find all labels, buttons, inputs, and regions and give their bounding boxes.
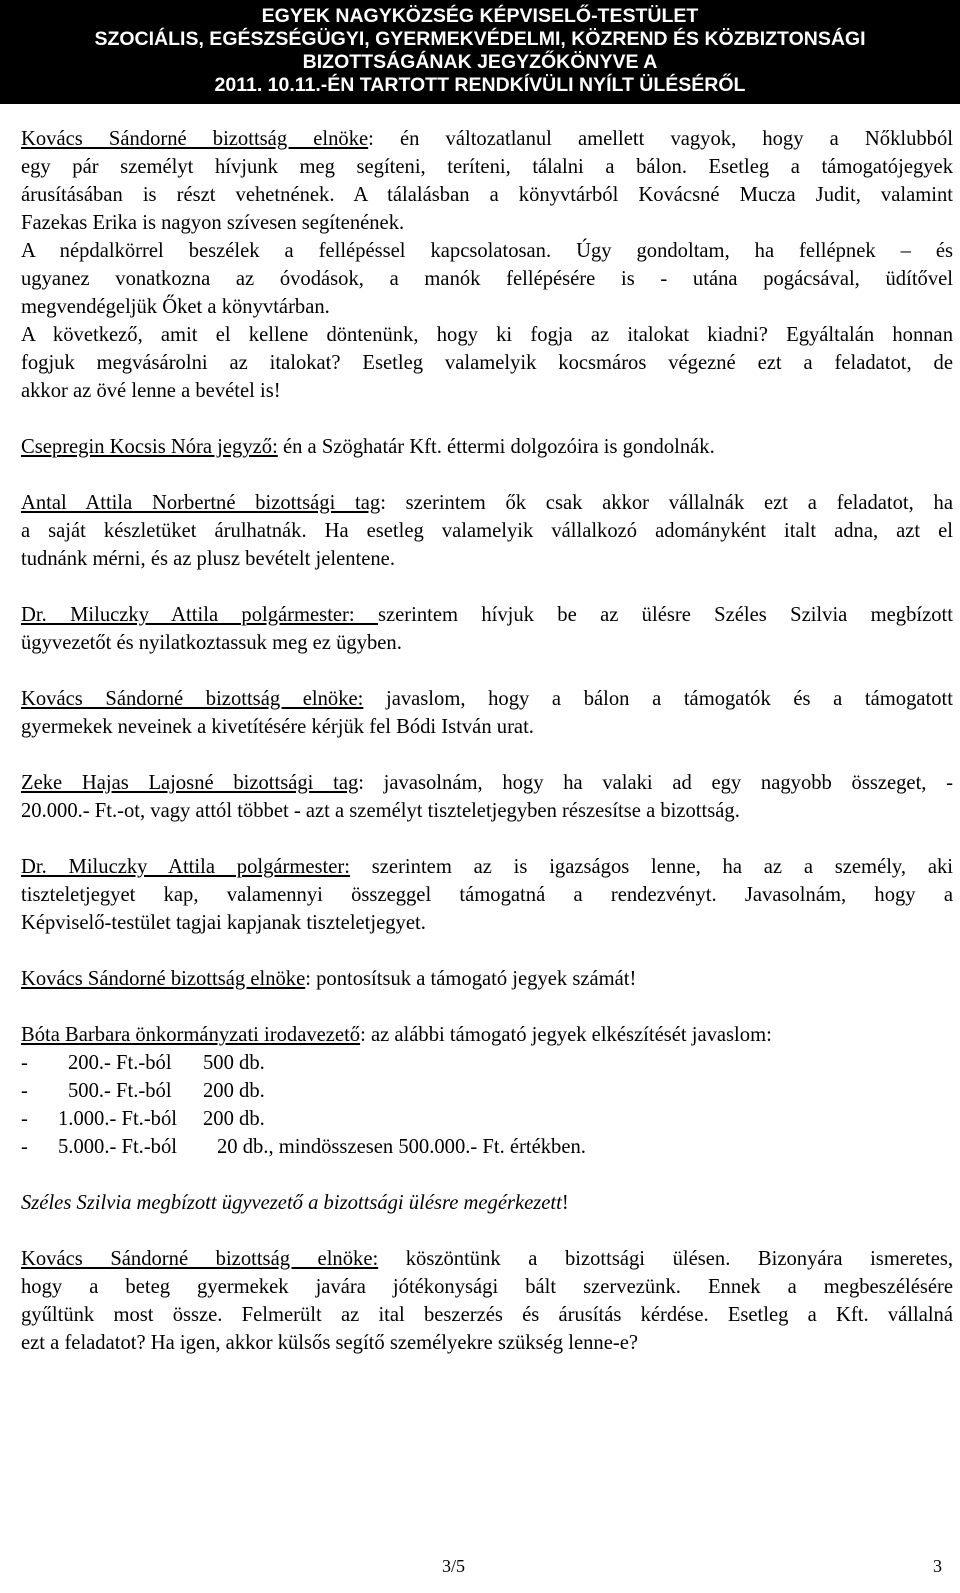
p7-line-3: Képviselő-testület tagjai kapjanak tiszteletjegyet. <box>21 912 426 934</box>
p4-line-1: Dr. Miluczky Attila polgármester: szerintem hívjuk be az ülésre Széles Szilvia megbízott <box>21 604 953 626</box>
p11-line-4: ezt a feladatot? Ha igen, akkor külsős segítő személyekre szükség lenne-e? <box>21 1332 638 1354</box>
p7-line-2: tiszteletjegyet kap, valamennyi összeggel támogatná a rendezvényt. Javasolnám, hogy a <box>21 884 953 906</box>
list-item: - 200.- Ft.-ból 500 db. <box>21 1052 265 1074</box>
p11-line-3: gyűltünk most össze. Felmerült az ital beszerzés és árusítás kérdése. Esetleg a Kft. vállalná <box>21 1304 953 1326</box>
speaker-name: Kovács Sándorné bizottság elnöke: <box>21 688 364 710</box>
p7-line-1: Dr. Miluczky Attila polgármester: szerintem az is igazságos lenne, ha az a személy, aki <box>21 856 953 878</box>
page-indicator: 3/5 <box>442 1556 466 1576</box>
p1-line-8: A következő, amit el kellene döntenünk, hogy ki fogja az italokat kiadni? Egyáltalán honnan <box>21 324 953 346</box>
p1-line-1: Kovács Sándorné bizottság elnöke: én változatlanul amellett vagyok, hogy a Nőklubból <box>21 128 953 150</box>
p1-line-2: egy pár személyt hívjunk meg segíteni, teríteni, tálalni a bálon. Esetleg a támogatójegyek <box>21 156 953 178</box>
speaker-name: Antal Attila Norbertné bizottsági tag <box>21 492 381 514</box>
p3-line-1: Antal Attila Norbertné bizottsági tag: szerintem ők csak akkor vállalnák ezt a feladatot, ha <box>21 492 953 514</box>
p9-line-1: Bóta Barbara önkormányzati irodavezető: az alábbi támogató jegyek elkészítését javaslom: <box>21 1024 772 1046</box>
page-number: 3 <box>933 1556 942 1576</box>
header-line-3: BIZOTTSÁGÁNAK JEGYZŐKÖNYVE A <box>302 51 658 73</box>
p11-line-1: Kovács Sándorné bizottság elnöke: köszöntünk a bizottsági ülésen. Bizonyára ismeretes, <box>21 1248 953 1270</box>
p1-line-6: ugyanez vonatkozna az óvodások, a manók fellépésére is - utána pogácsával, üdítővel <box>21 268 953 290</box>
header-line-4: 2011. 10.11.-ÉN TARTOTT RENDKÍVÜLI NYÍLT ÜLÉSÉRŐL <box>214 74 746 96</box>
list-item: - 1.000.- Ft.-ból 200 db. <box>21 1108 265 1130</box>
p1-line-4: Fazekas Erika is nagyon szívesen segítenének. <box>21 212 405 234</box>
speaker-name: Zeke Hajas Lajosné bizottsági tag <box>21 772 359 794</box>
p1-line-3: árusításában is részt vehetnének. A tálalásban a könyvtárból Kovácsné Mucza Judit, valamint <box>21 184 953 206</box>
p3-line-3: tudnánk mérni, és az plusz bevételt jelentene. <box>21 548 395 570</box>
p5-line-1: Kovács Sándorné bizottság elnöke: javaslom, hogy a bálon a támogatók és a támogatott <box>21 688 953 710</box>
p1-line-9: fogjuk megvásárolni az italokat? Esetleg valamelyik kocsmáros végezné ezt a feladatot, de <box>21 352 953 374</box>
speaker-name: Kovács Sándorné bizottság elnöke: <box>21 1248 379 1270</box>
p5-line-2: gyermekek neveinek a kivetítésére kérjük fel Bódi István urat. <box>21 716 534 738</box>
p4-line-2: ügyvezetőt és nyilatkoztassuk meg ez ügyben. <box>21 632 402 654</box>
p8-line-1: Kovács Sándorné bizottság elnöke: pontosítsuk a támogató jegyek számát! <box>21 968 637 990</box>
p3-line-2: a saját készletüket árulhatnák. Ha esetleg valamelyik vállalkozó adományként italt adna, azt el <box>21 520 953 542</box>
speaker-name: Dr. Miluczky Attila polgármester: <box>21 856 350 878</box>
speaker-name: Kovács Sándorné bizottság elnöke <box>21 128 369 150</box>
p1-line-7: megvendégeljük Őket a könyvtárban. <box>21 296 330 318</box>
p11-line-2: hogy a beteg gyermekek javára jótékonysági bált szervezünk. Ennek a megbeszélésére <box>21 1276 953 1298</box>
speaker-name: Kovács Sándorné bizottság elnöke <box>21 968 306 990</box>
p2-line-1: Csepregin Kocsis Nóra jegyző: én a Szöghatár Kft. éttermi dolgozóira is gondolnák. <box>21 436 715 458</box>
header-line-2: SZOCIÁLIS, EGÉSZSÉGÜGYI, GYERMEKVÉDELMI, KÖZREND ÉS KÖZBIZTONSÁGI <box>94 28 866 50</box>
speaker-name: Csepregin Kocsis Nóra jegyző: <box>21 436 278 458</box>
speaker-name: Dr. Miluczky Attila polgármester: <box>21 604 378 626</box>
document-header <box>0 0 960 104</box>
header-line-1: EGYEK NAGYKÖZSÉG KÉPVISELŐ-TESTÜLET <box>261 5 699 27</box>
speaker-name: Bóta Barbara önkormányzati irodavezető <box>21 1024 361 1046</box>
arrival-note: Széles Szilvia megbízott ügyvezető a bizottsági ülésre megérkezett! <box>21 1192 569 1214</box>
list-item: - 500.- Ft.-ból 200 db. <box>21 1080 265 1102</box>
list-item: - 5.000.- Ft.-ból 20 db., mindösszesen 500.000.- Ft. értékben. <box>21 1136 586 1158</box>
p1-line-5: A népdalkörrel beszélek a fellépéssel kapcsolatosan. Úgy gondoltam, ha fellépnek – és <box>21 240 953 262</box>
p6-line-2: 20.000.- Ft.-ot, vagy attól többet - azt a személyt tiszteletjegyben részesítse a bizottság. <box>21 800 740 822</box>
p6-line-1: Zeke Hajas Lajosné bizottsági tag: javasolnám, hogy ha valaki ad egy nagyobb összeget, - <box>21 772 954 794</box>
p1-line-10: akkor az övé lenne a bevétel is! <box>21 380 281 402</box>
